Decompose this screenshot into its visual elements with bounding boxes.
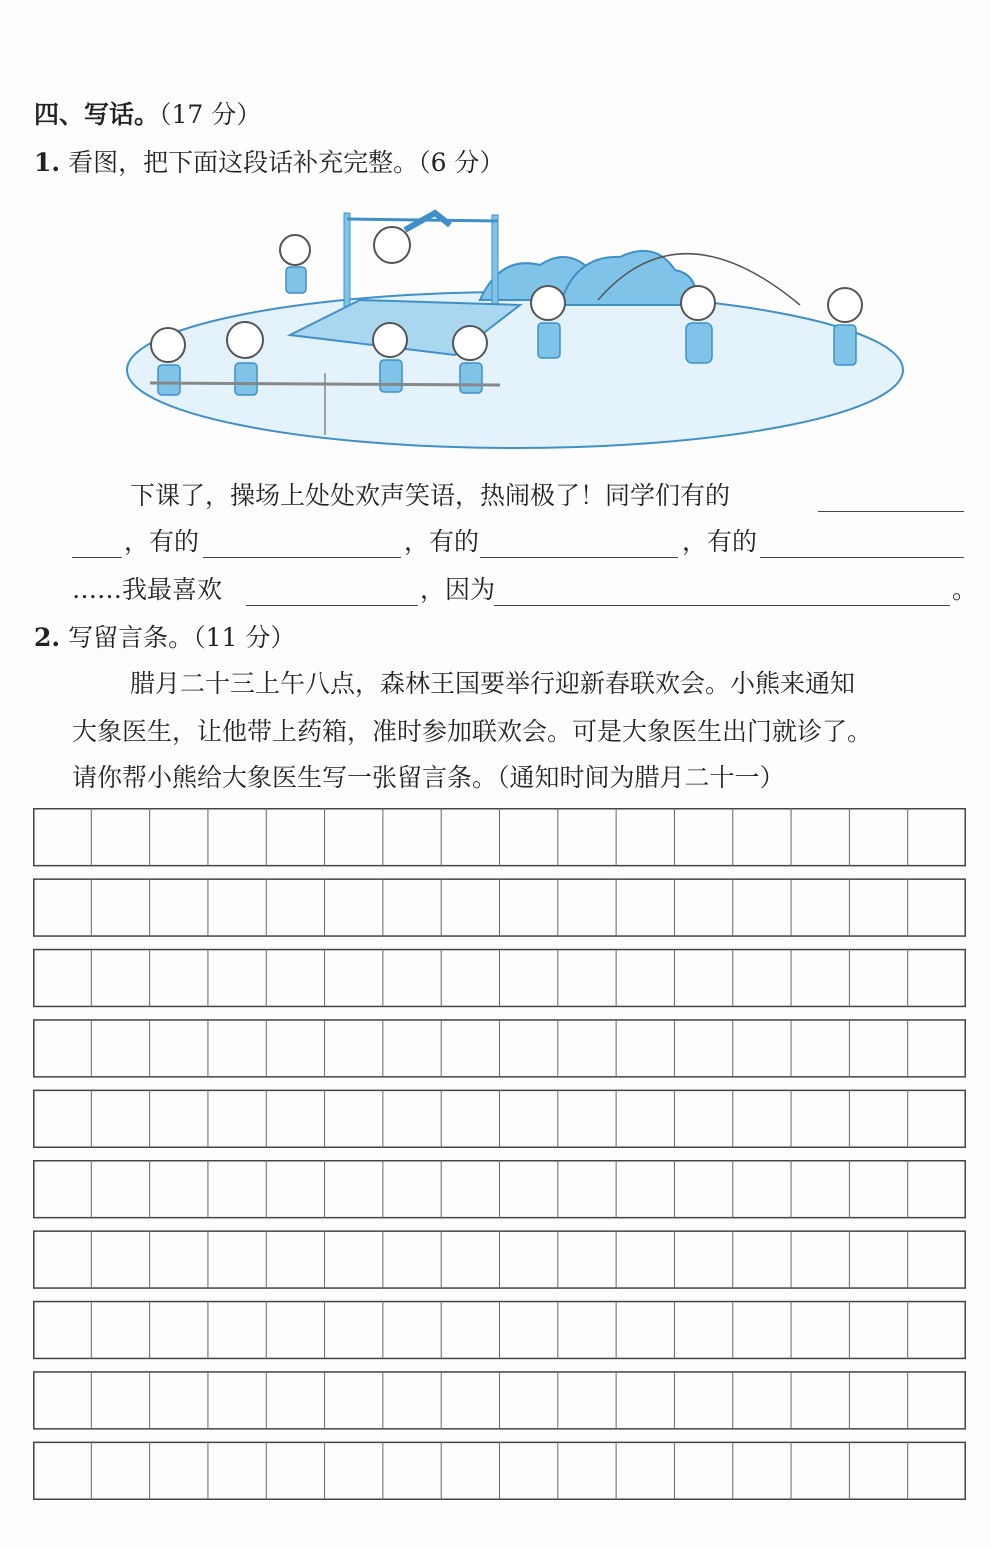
- grid-row[interactable]: [34, 808, 966, 866]
- q2-paragraph-line-1: 腊月二十三上午八点，森林王国要举行迎新春联欢会。小熊来通知: [130, 669, 856, 698]
- q1-seg-you-de-3: ，有的: [682, 527, 758, 556]
- section-score: （17 分）: [159, 100, 262, 129]
- q1-blank-4[interactable]: [760, 527, 964, 558]
- q1-blank-reason[interactable]: [494, 575, 950, 606]
- q1-seg-zui-xihuan: ……我最喜欢: [72, 575, 223, 604]
- q2-prompt: 写留言条。（11 分）: [68, 623, 296, 652]
- q2-paragraph-line-3: 请你帮小熊给大象医生写一张留言条。（通知时间为腊月二十一）: [72, 763, 785, 792]
- grid-row[interactable]: [34, 878, 966, 936]
- q1-blank-3[interactable]: [480, 527, 678, 558]
- q2-paragraph-line-2: 大象医生，让他带上药箱，准时参加联欢会。可是大象医生出门就诊了。: [72, 717, 873, 746]
- q1-blank-1[interactable]: [818, 481, 964, 512]
- q2-number: 2.: [34, 623, 61, 652]
- q1-blank-favorite[interactable]: [246, 575, 418, 606]
- q1-prompt-line: [34, 146, 504, 180]
- q1-blank-1-continued[interactable]: [72, 527, 122, 558]
- q1-seg-you-de-2: ，有的: [404, 527, 480, 556]
- grid-row[interactable]: [34, 949, 966, 1007]
- q1-number: 1.: [34, 148, 61, 177]
- q1-line1-text: 下课了，操场上处处欢声笑语，热闹极了！同学们有的: [130, 481, 731, 510]
- grid-row[interactable]: [34, 1160, 966, 1218]
- q1-seg-yinwei: ，因为: [420, 575, 496, 604]
- grid-row[interactable]: [34, 1019, 966, 1077]
- grid-row[interactable]: [34, 1090, 966, 1148]
- q1-seg-end: 。: [952, 575, 978, 604]
- grid-row[interactable]: [34, 1442, 966, 1500]
- writing-grid[interactable]: [33, 808, 966, 1500]
- grid-row[interactable]: [34, 1301, 966, 1359]
- playground-illustration: [120, 195, 910, 455]
- q1-prompt: 看图，把下面这段话补充完整。（6 分）: [68, 148, 505, 177]
- section-heading: [34, 98, 261, 132]
- q1-blank-2[interactable]: [203, 527, 401, 558]
- grid-row[interactable]: [34, 1371, 966, 1429]
- section-title: 四、写话。: [34, 100, 160, 129]
- q2-prompt-line: [34, 621, 295, 655]
- q1-seg-you-de-1: ，有的: [124, 527, 200, 556]
- grid-row[interactable]: [34, 1230, 966, 1288]
